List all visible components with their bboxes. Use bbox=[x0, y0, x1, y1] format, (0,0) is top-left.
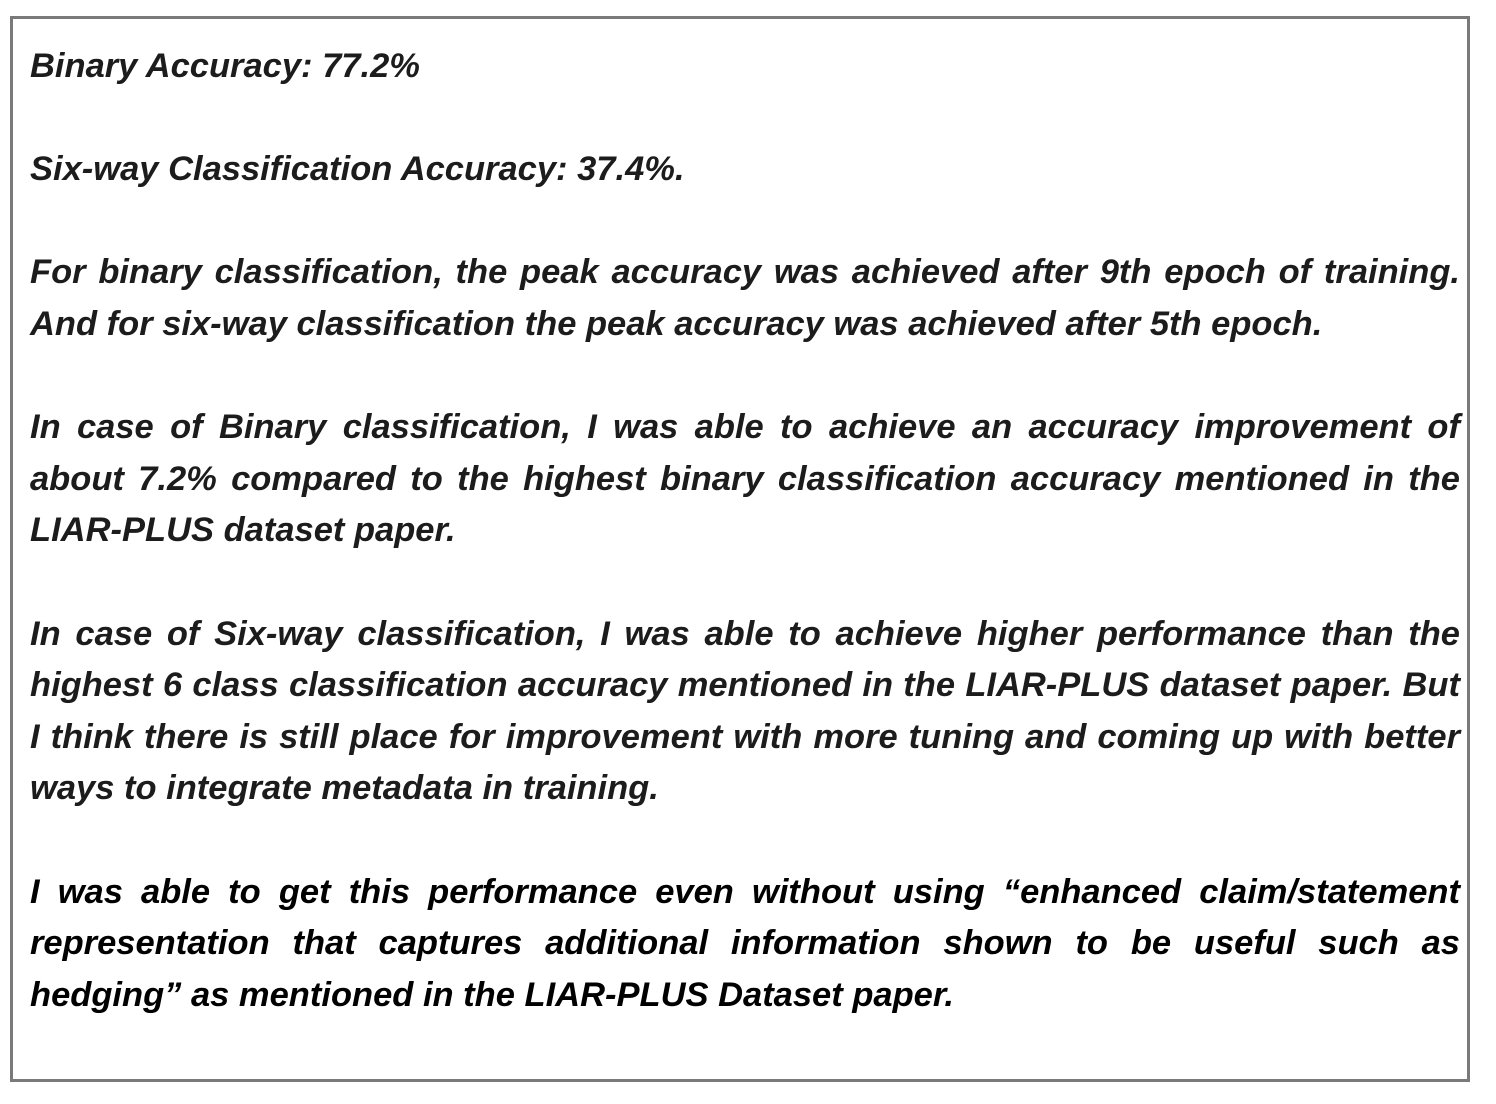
six-way-accuracy-line: Six-way Classification Accuracy: 37.4%. bbox=[30, 150, 685, 189]
epoch-note-paragraph: For binary classification, the peak accuracy was achieved after 9th epoch of training. And for six-way classification the peak accuracy was achieved after 5th epoch. bbox=[30, 253, 1460, 343]
binary-accuracy-line: Binary Accuracy: 77.2% bbox=[30, 47, 420, 85]
results-text-block bbox=[30, 41, 1460, 1021]
without-enhanced-paragraph: I was able to get this performance even without using “enhanced claim/statement representation that captures additional information shown to be useful such as hedging” as mentioned in the LIAR-PLUS Dataset paper. bbox=[30, 872, 1460, 1014]
six-way-performance-paragraph: In case of Six-way classification, I was able to achieve higher performance than the highest 6 class classification accuracy mentioned in the LIAR-PLUS dataset paper. But I think there is still place for improvement with more tuning and coming up with better ways to integrate metadata in training. bbox=[30, 614, 1460, 808]
binary-improvement-paragraph: In case of Binary classification, I was able to achieve an accuracy improvement of about 7.2% compared to the highest binary classification accuracy mentioned in the LIAR-PLUS dataset paper. bbox=[30, 408, 1460, 550]
results-frame bbox=[10, 16, 1470, 1082]
